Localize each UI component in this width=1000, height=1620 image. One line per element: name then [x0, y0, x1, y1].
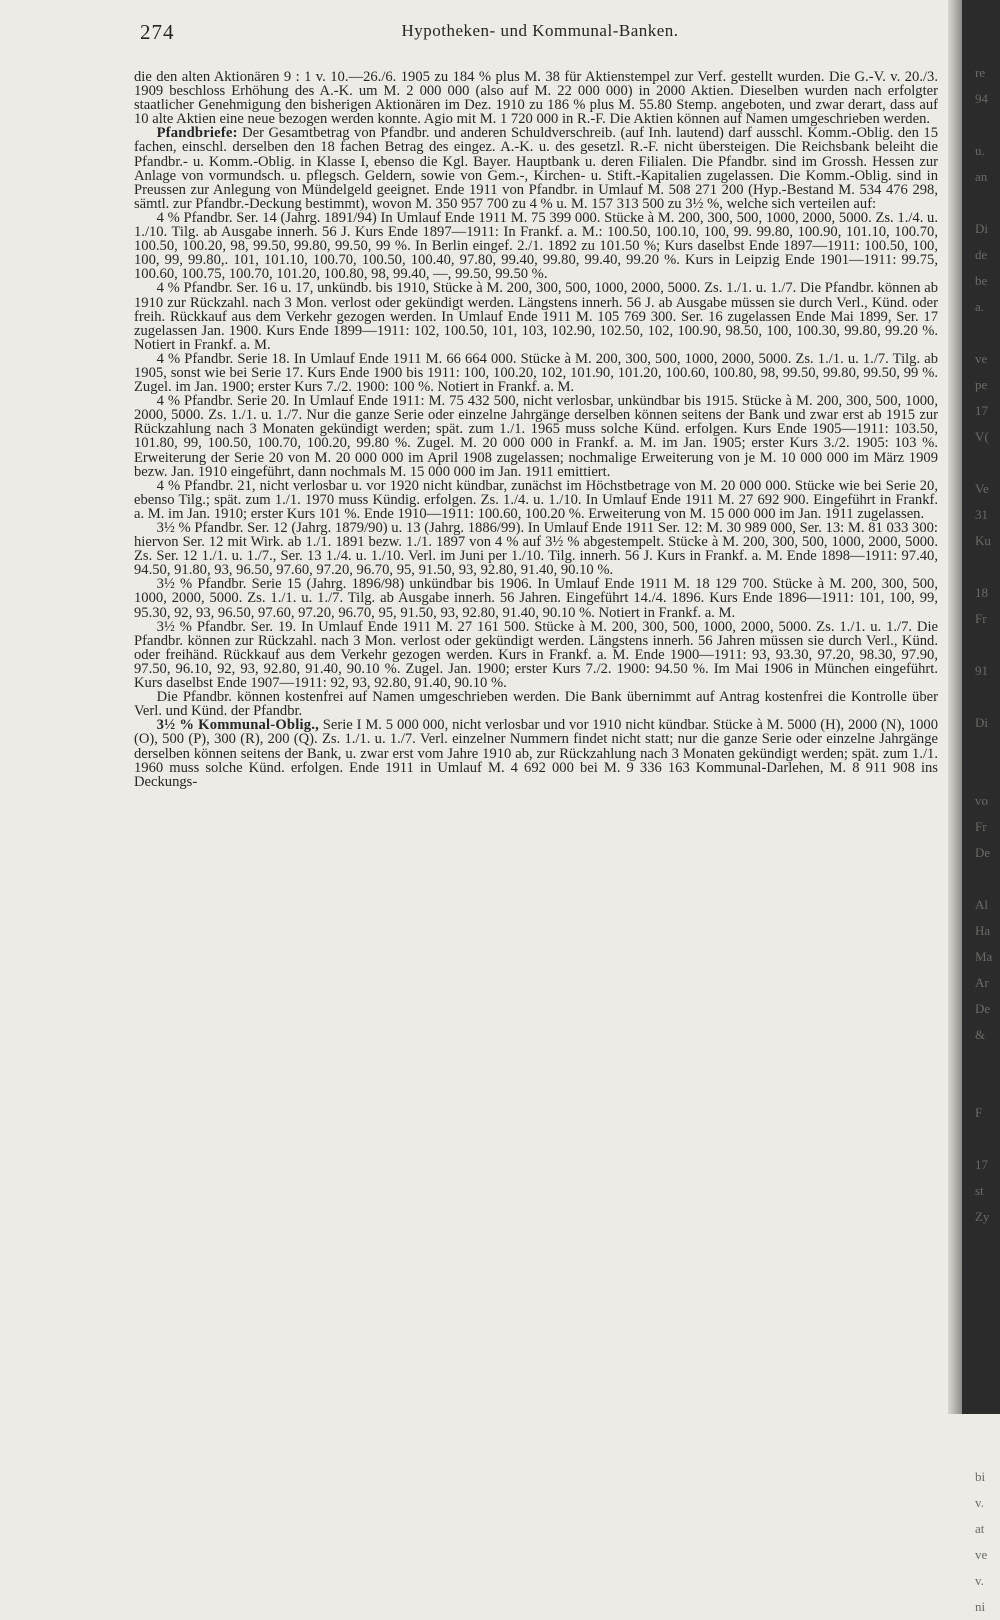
fragment-line: pe [975, 377, 988, 392]
fragment-line: 17 [975, 403, 988, 418]
fragment-line: De [975, 845, 991, 860]
paragraph-text: 4 % Pfandbr. Serie 18. In Umlauf Ende 1911 M. 66 664 000. Stücke à M. 200, 300, 500, 1000, 2000, 5000. Zs. 1./1. u. 1./7. Tilg. ab 1905, sonst wie bei Serie 17. Kurs Ende 1900 bis 1911: 100, 100.20, 102, 101.90, 101.20, 100.60, 100.80, 98, 99.50, 99.80, 99.50, 99 %. Zugel. im Jan. 1900; erster Kurs 7./2. 1900: 100 %. Notiert in Frankf. a. M. [134, 350, 938, 396]
fragment-line [975, 554, 1000, 580]
fragment-line: a. [975, 299, 985, 314]
fragment-line: 31 [975, 507, 988, 522]
paragraph [134, 620, 938, 690]
fragment-line: an [975, 169, 988, 184]
fragment-line: ni [975, 1599, 986, 1614]
fragment-line [975, 190, 1000, 216]
fragment-line [975, 736, 1000, 762]
paragraph [134, 70, 938, 126]
fragment-line: de [975, 247, 988, 262]
fragment-line: De [975, 1001, 991, 1016]
fragment-line: Fr [975, 819, 987, 834]
fragment-line: be [975, 273, 988, 288]
fragment-line [975, 1126, 1000, 1152]
fragment-line: 17 [975, 1157, 988, 1172]
fragment-line [975, 320, 1000, 346]
paragraph-text: 4 % Pfandbr. Ser. 14 (Jahrg. 1891/94) In Umlauf Ende 1911 M. 75 399 000. Stücke à M. 200, 300, 500, 1000, 2000, 5000. Zs. 1./4. u. 1./10. Tilg. ab Ausgabe innerh. 56 J. Kurs Ende 1897—1911: In Frankf. a. M.: 100.50, 100.10, 100, 99. 99.80, 100.90, 101.10, 100.70, 100.50, 100.20, 98, 99.50, 99.80, 99.50, 99 %. In Berlin eingef. 2./1. 1892 zu 101.50 %; Kurs daselbst Ende 1897—1911: 100.50, 100, 100, 99, 99.80,. 101, 101.10, 100.70, 100.50, 100.40, 97.80, 99.40, 99.80, 99.40, 99.20 %. Kurs in Leipzig Ende 1901—1911: 99.75, 100.60, 100.75, 100.70, 101.20, 100.80, 98, 99.40, —, 99.50, 99.50 %. [134, 209, 938, 283]
fragment-line: u. [975, 143, 985, 158]
fragment-line: vo [975, 793, 988, 808]
fragment-line: bi [975, 1469, 986, 1484]
fragment-line [975, 1308, 1000, 1334]
paragraph-text: die den alten Aktionären 9 : 1 v. 10.—26./6. 1905 zu 184 % plus M. 38 für Aktienstempel zur Verf. gestellt wurden. Die G.-V. v. 20./3. 1909 beschloss Erhöhung des A.-K. um M. 2 000 000 (also auf M. 22 000 000) in 2000 Aktien. Dieselben wurden nach erfolgter staatlicher Genehmigung den bisherigen Aktionären im Dez. 1910 zu 186 % plus M. 55.80 Stemp. angeboten, und zwar derart, dass auf 10 alte Aktien eine neue bezogen werden konnte. Agio mit M. 1 720 000 in R.-F. Die Aktien können auf Namen umgeschrieben werden. [134, 69, 938, 128]
fragment-line: v. [975, 1573, 984, 1588]
paragraph [134, 718, 938, 788]
fragment-line [975, 1048, 1000, 1074]
fragment-line: 18 [975, 585, 988, 600]
paragraph-text: 4 % Pfandbr. Serie 20. In Umlauf Ende 1911: M. 75 432 500, nicht verlosbar, unkündbar bis 1915. Stücke à M. 200, 300, 500, 1000, 2000, 5000. Zs. 1./1. u. 1./7. Nur die ganze Serie oder einzelne Jahrgänge derselben können seitens der Bank und zwar erst ab 1915 zur Rückzahlung nach 3 Monaten gekündigt werden; spät. zum 1./1. 1965 muss solche Künd. erfolgen. Kurs Ende 1905—1911: 103.50, 101.80, 99, 100.50, 100.70, 100.20, 99.80 %. Zugel. M. 20 000 000 in Frankf. a. M. im Jan. 1905; erster Kurs 3./2. 1905: 103 %. Erweiterung der Serie 20 von M. 20 000 000 im April 1908 zugelassen; nochmalige Erweiterung von je M. 10 000 000 im März 1909 bezw. Jan. 1910 eingeführt, dann nochmals M. 15 000 000 im Jan. 1911 emittiert. [134, 393, 938, 480]
paragraph-heading: 3½ % Kommunal-Oblig., [156, 717, 319, 734]
paragraph [134, 281, 938, 351]
fragment-line: Ha [975, 923, 991, 938]
adjacent-page-fragment [975, 60, 1000, 1614]
fragment-line [975, 684, 1000, 710]
fragment-line: Fr [975, 611, 987, 626]
fragment-line: Ma [975, 949, 993, 964]
fragment-line: Al [975, 897, 988, 912]
fragment-line: Zy [975, 1209, 990, 1224]
paragraph-heading: Pfandbriefe: [156, 125, 238, 142]
fragment-line: at [975, 1521, 985, 1536]
fragment-line [975, 1074, 1000, 1100]
fragment-line [975, 1334, 1000, 1360]
paragraph-text: 3½ % Pfandbr. Serie 15 (Jahrg. 1896/98) unkündbar bis 1906. In Umlauf Ende 1911 M. 18 129 700. Stücke à M. 200, 300, 500, 1000, 2000, 5000. Zs. 1./1. u. 1./7. Tilg. ab Ausgabe innerh. 56 Jahren. Eingeführt 14./4. 1896. Kurs Ende 1896—1911: 101, 100, 99, 95.30, 92, 93, 96.50, 97.60, 97.20, 96.70, 95, 91.50, 93, 92.80, 91.40, 90.10 %. Notiert in Frankf. a. M. [134, 576, 938, 621]
fragment-line [975, 1386, 1000, 1412]
body-text [134, 70, 938, 1400]
paragraph [134, 211, 938, 281]
fragment-line: F [975, 1105, 983, 1120]
fragment-line: Di [975, 715, 988, 730]
paragraph [134, 394, 938, 479]
paragraph-text: 3½ % Pfandbr. Ser. 19. In Umlauf Ende 1911 M. 27 161 500. Stücke à M. 200, 300, 500, 1000, 2000, 5000. Zs. 1./1. u. 1./7. Die Pfandbr. können zur Rückzahl. nach 3 Mon. verlost oder gekündigt werden. Längstens innerh. 56 Jahren müssen sie durch Verl., Künd. oder freihänd. Rückkauf aus dem Verkehr gezogen werden. Kurs in Frankf. a. M. Ende 1900—1911: 93, 93.30, 97.20, 98.30, 97.90, 97.50, 96.10, 92, 93, 92.80, 91.40, 90.10 %. Zugel. Jan. 1900; erster Kurs 7./2. 1900: 94.50 %. Im Mai 1906 in München eingeführt. Kurs daselbst Ende 1907—1911: 92, 93, 92.80, 91.40, 90.10 %. [134, 618, 938, 692]
fragment-line [975, 1256, 1000, 1282]
fragment-line: Ar [975, 975, 989, 990]
page-gutter [948, 0, 962, 1414]
paragraph-text: Die Pfandbr. können kostenfrei auf Namen umgeschrieben werden. Die Bank übernimmt auf Antrag kostenfrei die Kontrolle über Verl. und Künd. der Pfandbr. [134, 689, 938, 720]
fragment-line: 94 [975, 91, 988, 106]
fragment-line: V( [975, 429, 989, 444]
fragment-line [975, 1230, 1000, 1256]
paragraph [134, 521, 938, 577]
fragment-line: ve [975, 351, 988, 366]
paragraph-text: Serie I M. 5 000 000, nicht verlosbar und vor 1910 nicht kündbar. Stücke à M. 5000 (H), 2000 (N), 1000 (O), 500 (P), 300 (R), 200 (Q). Zs. 1./1. u. 1./7. Verl. einzelner Nummern findet nicht statt; nur die ganze Serie oder einzelne Jahrgänge derselben können seitens der Bank, u. zwar erst vom Jahre 1910 ab, zur Rückzahlung nach 3 Monaten gekündigt werden; spät. zum 1./1. 1960 muss solche Künd. erfolgen. Ende 1911 in Umlauf M. 4 692 000 bei M. 9 336 163 Kommunal-Darlehen, M. 8 911 908 ins Deckungs- [134, 717, 938, 790]
paragraph-text: 4 % Pfandbr. 21, nicht verlosbar u. vor 1920 nicht kündbar, zunächst im Höchstbetrage von M. 20 000 000. Stücke wie bei Serie 20, ebenso Tilg.; spät. zum 1./1. 1970 muss Kündig. erfolgen. Zs. 1./4. u. 1./10. In Umlauf Ende 1911 M. 27 692 900. Eingeführt in Frankf. a. M. im Jan. 1910; erster Kurs 101 %. Ende 1910—1911: 100.60, 100.20 %. Erweiterung von M. 15 000 000 im Jan. 1911 zugelassen. [134, 477, 938, 522]
paragraph [134, 352, 938, 394]
fragment-line [975, 762, 1000, 788]
paragraph [134, 479, 938, 521]
fragment-line [975, 112, 1000, 138]
paragraph-text: 3½ % Pfandbr. Ser. 12 (Jahrg. 1879/90) u. 13 (Jahrg. 1886/99). In Umlauf Ende 1911 Ser. 12: M. 30 989 000, Ser. 13: M. 81 033 300: hiervon Ser. 12 mit Wirk. ab 1./1. 1891 bezw. 1./1. 1897 von 4 % auf 3½ % abgestempelt. Stücke à M. 200, 300, 500, 1000, 2000, 5000. Zs. Ser. 12 1./1. u. 1./7., Ser. 13 1./4. u. 1./10. Verl. im Juni per 1./10. Tilg. innerh. 56 J. Kurs in Frankf. a. M. Ende 1898—1911: 97.40, 94.50, 91.80, 93, 96.50, 97.60, 97.20, 96.70, 95, 91.50, 93, 92.80, 91.40, 90.10 %. [134, 520, 938, 579]
fragment-line: v. [975, 1495, 984, 1510]
paragraph [134, 690, 938, 718]
fragment-line [975, 1282, 1000, 1308]
page-number: 274 [140, 20, 175, 44]
fragment-line: & [975, 1027, 986, 1042]
fragment-line [975, 1438, 1000, 1464]
fragment-line: re [975, 65, 986, 80]
fragment-line [975, 1360, 1000, 1386]
fragment-line: Ve [975, 481, 989, 496]
fragment-line: 91 [975, 663, 988, 678]
running-head: Hypotheken- und Kommunal-Banken. [401, 21, 679, 40]
paragraph-text: 4 % Pfandbr. Ser. 16 u. 17, unkündb. bis 1910, Stücke à M. 200, 300, 500, 1000, 2000, 5000. Zs. 1./1. u. 1./7. Die Pfandbr. können ab 1910 zur Rückzahl. nach 3 Mon. verlost oder gekündigt werden. Längstens innerh. 56 J. ab Ausgabe müssen sie durch Verl., Künd. oder freih. Rückkauf aus dem Verkehr gezogen werden. In Umlauf Ende 1911 M. 105 769 300. Ser. 16 zugelassen Ende Mai 1899, Ser. 17 zugelassen Jan. 1900. Kurs Ende 1899—1911: 102, 100.50, 101, 103, 102.90, 102.50, 102, 100.90, 98.50, 100, 100.30, 99.80, 99.20 %. Notiert in Frankf. a. M. [134, 280, 938, 353]
fragment-line [975, 632, 1000, 658]
fragment-line [975, 1412, 1000, 1438]
page-header [140, 20, 940, 50]
paragraph [134, 126, 938, 211]
fragment-line: st [975, 1183, 984, 1198]
fragment-line [975, 866, 1000, 892]
fragment-line: Ku [975, 533, 991, 548]
fragment-line [975, 450, 1000, 476]
fragment-line: ve [975, 1547, 988, 1562]
paragraph-text: Der Gesamtbetrag von Pfandbr. und anderen Schuldverschreib. (auf Inh. lautend) darf ausschl. Komm.-Oblig. den 15 fachen, einschl. derselben den 18 fachen Betrag des eingez. A.-K. u. des gesetzl. R.-F. nicht übersteigen. Die Reichsbank beleiht die Pfandbr.- u. Komm.-Oblig. in Klasse I, ebenso die Kgl. Bayer. Hauptbank u. deren Filialen. Die Pfandbr. sind im Grossh. Hessen zur Anlage von vormundsch. u. pflegsch. Geldern, sowie von Gem.-, Kirchen- u. Stift.-Kapitalien zugelassen. Die Komm.-Oblig. sind in Preussen zur Anlegung von Mündelgeld geeignet. Ende 1911 von Pfandbr. in Umlauf M. 508 271 200 (Hyp.-Bestand M. 534 476 298, sämtl. zur Pfandbr.-Deckung bestimmt), wovon M. 350 957 700 zu 4 % u. M. 157 313 500 zu 3½ %, welche sich verteilen auf: [134, 125, 938, 212]
fragment-line: Di [975, 221, 988, 236]
paragraph [134, 577, 938, 619]
